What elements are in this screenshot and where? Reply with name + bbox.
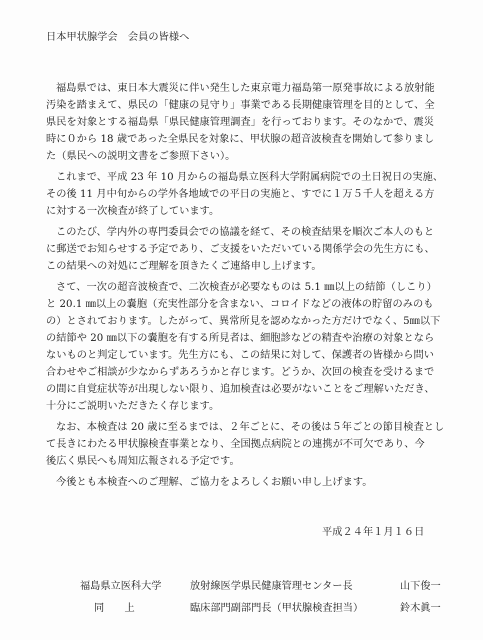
paragraph-4-line: の結節や 20 ㎜以下の嚢胞を有する所見者は、細胞診などの精査や治療の対象となら [46, 333, 435, 344]
paragraph-4-line: と 20.1 ㎜以上の嚢胞（充実性部分を含まない、コロイドなどの液体の貯留のみのも [46, 299, 434, 310]
signature-org: 同 上 [94, 603, 135, 614]
paragraph-5-line: て長きにわたる甲状腺検査事業となり、全国拠点病院との連携が不可欠であり、今 [46, 439, 425, 450]
paragraph-2-line: その後 11 月中旬からの学外各地域での平日の実施と、すでに１万５千人を超える方 [46, 189, 435, 200]
signature-name: 鈴木眞一 [400, 603, 441, 614]
paragraph-1-line: 汚染を踏まえて、県民の「健康の見守り」事業である長期健康管理を目的として、全 [46, 100, 435, 111]
signature-title: 臨床部門副部門長（甲状腺検査担当） [190, 603, 364, 614]
paragraph-6-line: 今後とも本検査へのご理解、ご協力をよろしくお願い申し上げます。 [56, 477, 373, 488]
paragraph-4-line: さて、一次の超音波検査で、二次検査が必要なものは 5.1 ㎜以上の結節（しこり） [56, 282, 437, 293]
paragraph-4-line: の間に自覚症状等が出現しない限り、追加検査は必要がないことをご理解いただき、 [46, 384, 435, 395]
paragraph-1-line: 時に０から 18 歳であった全県民を対象に、甲状腺の超音波検査を開始して参りまし [46, 134, 435, 145]
paragraph-5-line: なお、本検査は 20 歳に至るまでは、２年ごとに、その後は５年ごとの節目検査とし [56, 422, 445, 433]
paragraph-2-line: これまで、平成 23 年 10 月からの福島県立医科大学附属病院での土日祝日の実施、 [56, 172, 444, 183]
letter-date: 平成２４年１月１６日 [322, 527, 425, 538]
paragraph-4-line: 合わせやご相談が少なからずあろうかと存じます。どうか、次回の検査を受けるまで [46, 367, 435, 378]
paragraph-2-line: に対する一次検査が終了しています。 [46, 206, 220, 217]
greeting: 日本甲状腺学会 会員の皆様へ [46, 32, 190, 43]
paragraph-4-line: の）とされております。したがって、異常所見を認めなかった方だけでなく、5㎜以下 [46, 316, 441, 327]
paragraph-3-line: この結果への対処にご理解を頂きたくご連絡申し上げます。 [46, 261, 322, 272]
signature-name: 山下俊一 [400, 581, 441, 592]
paragraph-3-line: このたび、学内外の専門委員会での協議を経て、その検査結果を順次ご本人のもと [56, 227, 435, 238]
paragraph-5-line: 後広く県民へも周知広報される予定です。 [46, 456, 240, 467]
paragraph-3-line: に郵送でお知らせする予定であり、ご支援をいただいている関係学会の先生方にも、 [46, 244, 435, 255]
paragraph-4-line: 十分にご説明いただきたく存じます。 [46, 401, 220, 412]
signature-org: 福島県立医科大学 [80, 581, 162, 592]
paragraph-1-line: 県民を対象とする福島県「県民健康管理調査」を行っております。そのなかで、震災 [46, 117, 435, 128]
paragraph-1-line: た（県民への説明文書をご参照下さい）。 [46, 151, 236, 162]
paragraph-4-line: ないものと判定しています。先生方にも、この結果に対して、保護者の皆様から問い [46, 350, 435, 361]
paragraph-1-line: 福島県では、東日本大震災に伴い発生した東京電力福島第一原発事故による放射能 [56, 83, 435, 94]
signature-title: 放射線医学県民健康管理センター長 [190, 581, 353, 592]
